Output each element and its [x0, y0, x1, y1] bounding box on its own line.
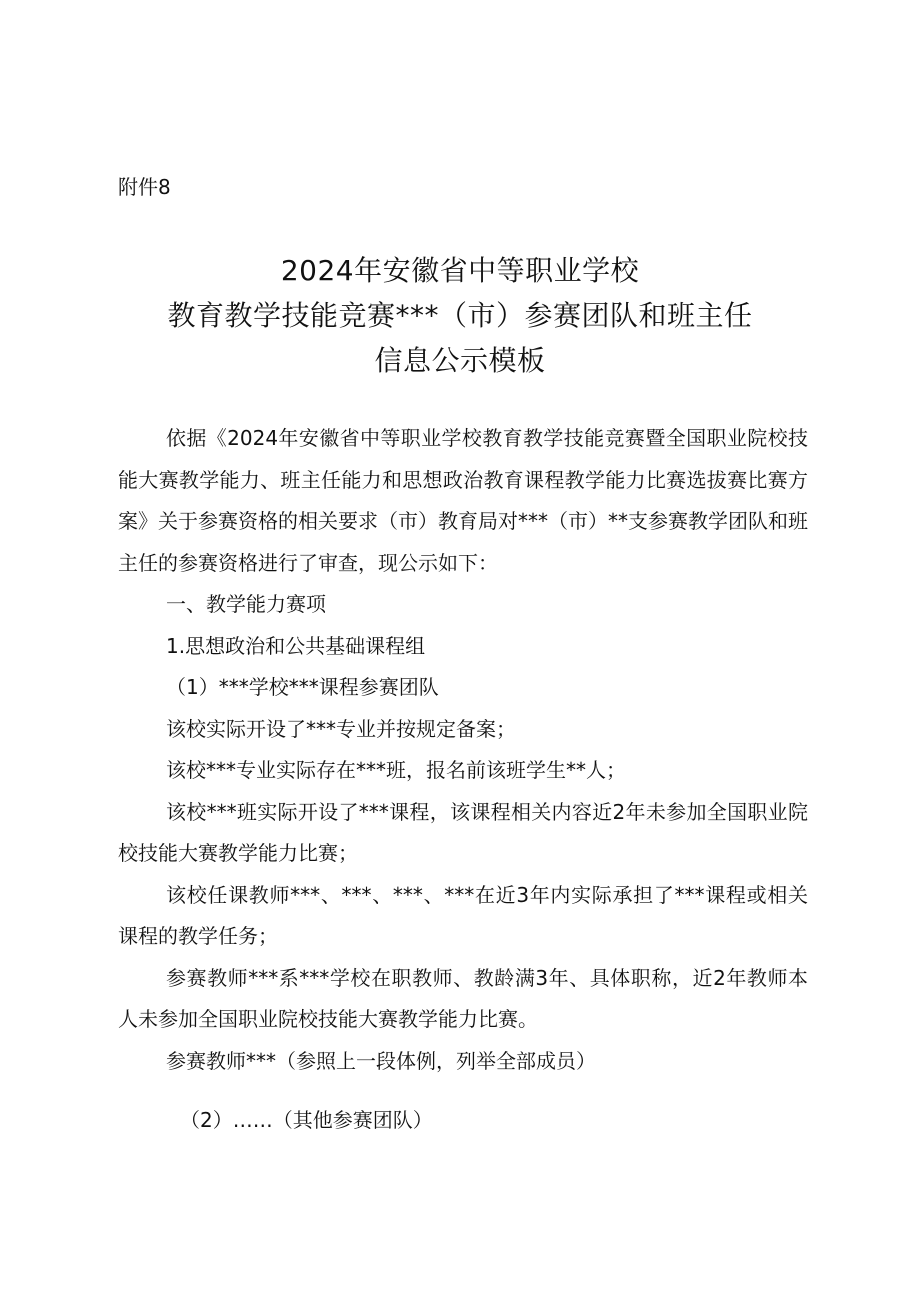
team-heading-1: （1）***学校***课程参赛团队: [166, 675, 439, 699]
title-line-2: 教育教学技能竞赛***（市）参赛团队和班主任: [167, 299, 753, 332]
item-course-offering: 该校***班实际开设了***课程，该课程相关内容近2年未参加全国职业院校技能大赛教学能力比赛；: [118, 799, 808, 865]
item-teaching-assignment: 该校任课教师***、***、***、***在近3年内实际承担了***课程或相关课程的教学任务；: [118, 882, 808, 948]
title-line-3: 信息公示模板: [374, 344, 546, 377]
attachment-label: 附件8: [118, 175, 171, 199]
team-heading-2: （2）……（其他参赛团队）: [180, 1108, 433, 1132]
section-heading-teaching-ability: 一、教学能力赛项: [166, 592, 326, 616]
item-major-filing: 该校实际开设了***专业并按规定备案；: [166, 716, 516, 741]
item-teacher-qualification: 参赛教师***系***学校在职教师、教龄满3年、具体职称，近2年教师本人未参加全国职业院校技能大赛教学能力比赛。: [118, 965, 808, 1031]
item-class-students: 该校***专业实际存在***班，报名前该班学生**人；: [166, 758, 626, 782]
group-heading-public-courses: 1.思想政治和公共基础课程组: [166, 633, 426, 658]
document-title: [0, 248, 920, 383]
title-line-1: 2024年安徽省中等职业学校: [280, 254, 640, 287]
intro-paragraph: 依据《2024年安徽省中等职业学校教育教学技能竞赛暨全国职业院校技能大赛教学能力、班主任能力和思想政治教育课程教学能力比赛选拔赛比赛方案》关于参赛资格的相关要求（市）教育局对***（市）**支参赛教学团队和班主任的参赛资格进行了审查，现公示如下：: [118, 426, 808, 575]
item-other-members: 参赛教师***（参照上一段体例，列举全部成员）: [166, 1048, 596, 1073]
document-body: [118, 418, 808, 1142]
